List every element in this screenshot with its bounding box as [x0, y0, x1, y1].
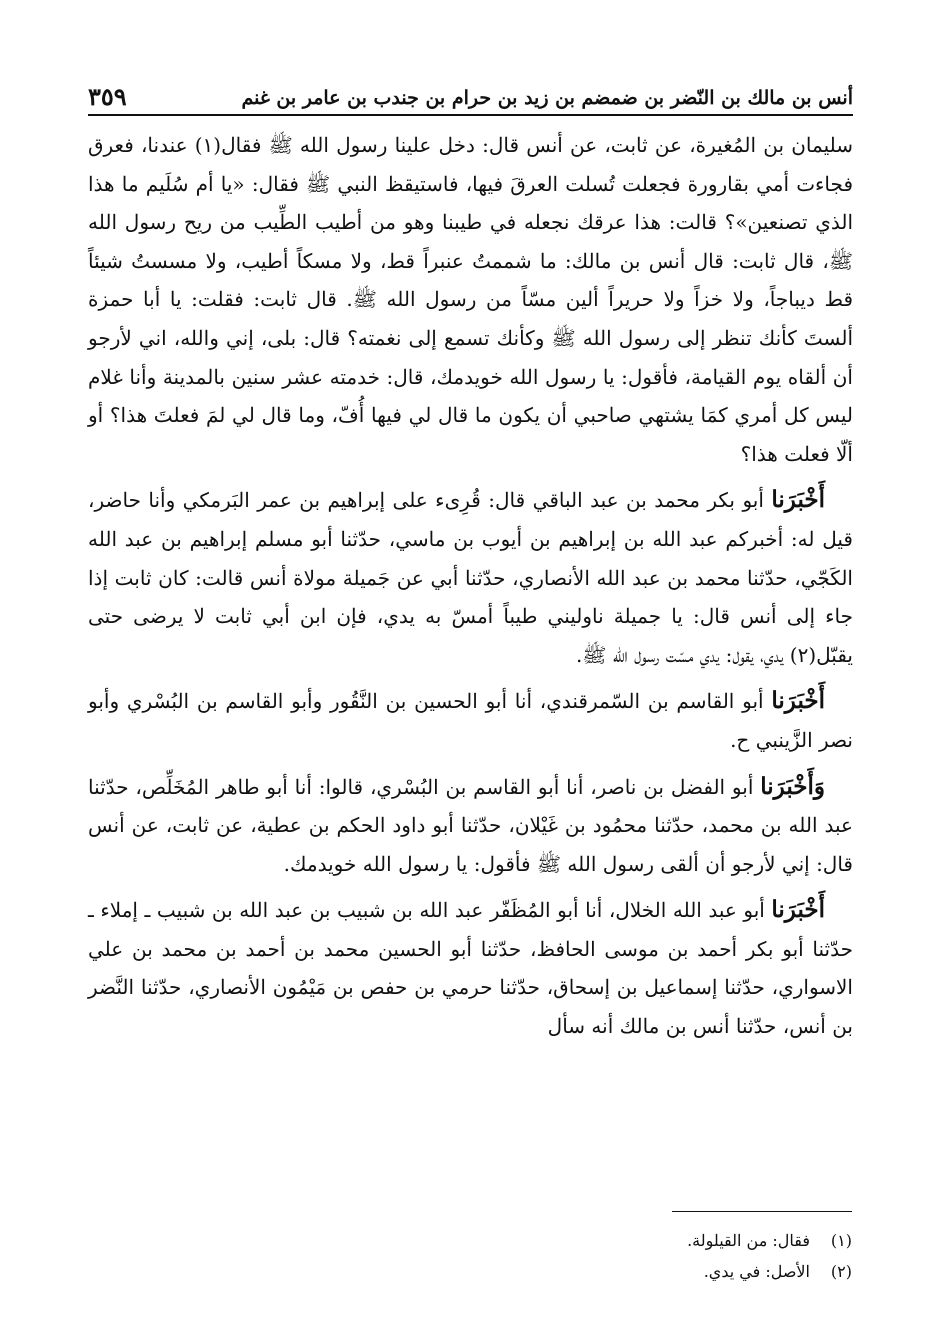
paragraph: [88, 891, 853, 1045]
paragraph-lead-word: وَأَخْبَرَنا: [760, 772, 825, 800]
paragraph: [88, 481, 853, 674]
paragraph-lead-word: أَخْبَرَنا: [771, 896, 826, 924]
paragraph-text: أبو عبد الله الخلال، أنا أبو المُظَفّر عبد الله بن شبيب بن عبد الله بن شبيب ـ إملاء ـ حدّثنا أبو بكر أحمد بن موسى الحافظ، حدّثنا أبو الحسين محمد بن أحمد بن محمد بن علي الاسواري، حدّثنا إسماعيل بن إسحاق، حدّثنا حرمي بن حفص بن مَيْمُون الأنصاري، حدّثنا النَّضر بن أنس، حدّثنا أنس بن مالك أنه سأل: [88, 898, 853, 1039]
paragraph: [88, 126, 853, 473]
footnote: [500, 1256, 852, 1287]
paragraph-lead-word: أَخْبَرَنا: [771, 486, 826, 514]
paragraph-text: أبو القاسم بن السّمرقندي، أنا أبو الحسين بن النَّقُور وأبو القاسم بن البُسْري وأبو نصر الزَّينبي ح.: [88, 689, 853, 752]
paragraph-text: أبو الفضل بن ناصر، أنا أبو القاسم بن البُسْري، قالوا: أنا أبو طاهر المُخَلِّص، حدّثنا عبد الله بن محمد، حدّثنا محمُود بن غَيْلان، حدّثنا أبو داود الحكم بن عطية، عن ثابت، عن أنس قال: إني لأرجو أن ألقى رسول الله ﷺ فأقول: يا رسول الله خويدمك.: [88, 774, 853, 876]
footnote-text: فقال: من القيلولة.: [687, 1231, 810, 1250]
paragraph-text: سليمان بن المُغيرة، عن ثابت، عن أنس قال: دخل علينا رسول الله ﷺ فقال(١) عندنا، فعرق فجاءت أمي بقارورة فجعلت تُسلت العرقَ فيها، فاستيقظ النبي ﷺ فقال: «يا أم سُلَيم ما هذا الذي تصنعين»؟ قالت: هذا عرقك نجعله في طيبنا وهو من أطيب الطِّيب من ريح رسول الله ﷺ، قال ثابت: قال أنس بن مالك: ما شممتُ عنبراً قط، ولا مسكاً أطيب، ولا مسستُ شيئاً قط ديباجاً، ولا خزاً ولا حريراً ألين مسّاً من رسول الله ﷺ. قال ثابت: فقلت: يا أبا حمزة ألستَ كأنك تنظر إلى رسول الله ﷺ وكأنك تسمع إلى نغمته؟ قال: بلى، إني والله، اني لأرجو أن ألقاه يوم القيامة، فأقول: يا رسول الله خويدمك، قال: خدمته عشر سنين بالمدينة وأنا غلام ليس كل أمري كمَا يشتهي صاحبي أن يكون ما قال لي فيها أُفّ، وما قال لي لمَ فعلتَ هذا؟ أو ألّا فعلت هذا؟: [88, 133, 854, 466]
paragraph: [88, 768, 853, 884]
paragraph: [88, 682, 853, 759]
page-number: ٣٥٩: [88, 82, 127, 111]
footnotes: [500, 1225, 852, 1287]
footnote-divider: [672, 1211, 852, 1212]
paragraph-lead-word: أَخْبَرَنا: [771, 687, 826, 715]
footnote-number: (١): [830, 1231, 852, 1250]
body-text: [88, 126, 853, 1046]
page-header: [88, 80, 853, 116]
running-title: أنس بن مالك بن النّضر بن ضمضم بن زيد بن حرام بن جندب بن عامر بن غنم: [241, 87, 853, 109]
footnote: [500, 1225, 852, 1256]
footnote-text: الأصل: في يدي.: [703, 1262, 810, 1281]
paragraph-text: أبو بكر محمد بن عبد الباقي قال: قُرِىء على إبراهيم بن عمر البَرمكي وأنا حاضر، قيل له: أخبركم عبد الله بن إبراهيم بن أيوب بن ماسي، حدّثنا أبو مسلم إبراهيم بن عبد الله الكَجّي، حدّثنا محمد بن عبد الله الأنصاري، حدّثنا أبي عن جَميلة مولاة أنس قالت: كان ثابت إذا جاء إلى أنس قال: يا جميلة ناوليني طيباً أمسّ به يدي، فإن ابن أبي ثابت لا يرضى حتى يقبّل(٢) يدي، يقول: يدي مسّت رسول الله ﷺ.: [88, 488, 853, 667]
footnote-number: (٢): [830, 1262, 852, 1281]
